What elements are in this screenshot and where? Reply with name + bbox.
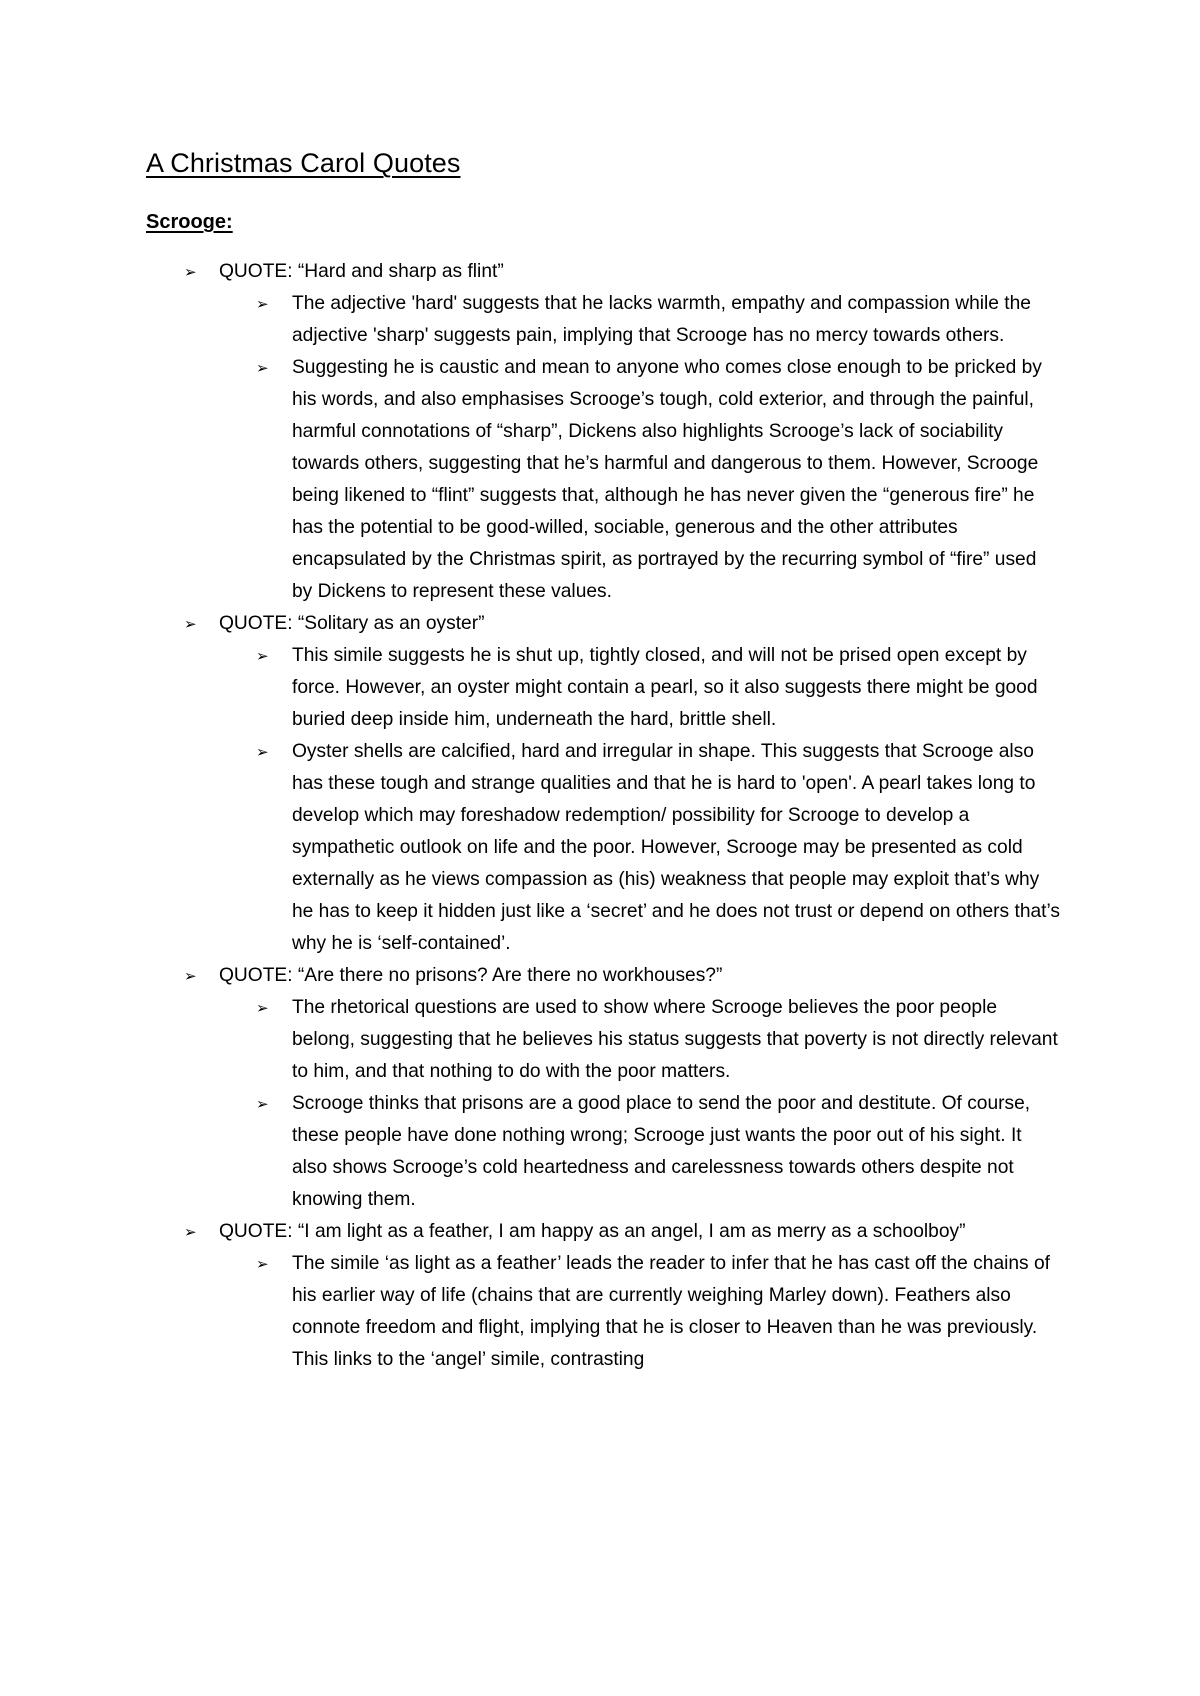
quote-text: QUOTE: “I am light as a feather, I am happy as an angel, I am as merry as a schoolboy” <box>219 1221 966 1242</box>
quote-item <box>0 960 1200 1216</box>
analysis-point <box>219 1088 1200 1216</box>
quote-text: QUOTE: “Solitary as an oyster” <box>219 613 485 634</box>
arrow-bullet-icon: ➢ <box>184 1224 197 1241</box>
analysis-point <box>219 1248 1200 1376</box>
analysis-text: This simile suggests he is shut up, tightly closed, and will not be prised open except by force. However, an oyster might contain a pearl, so it also suggests there might be good buried deep inside him, underneath the hard, brittle shell. <box>292 645 1038 730</box>
section-heading-scrooge: Scrooge: <box>146 211 233 233</box>
quote-list <box>0 256 1200 1376</box>
analysis-list <box>219 1248 1200 1376</box>
analysis-list <box>219 288 1200 608</box>
arrow-bullet-icon: ➢ <box>184 968 197 985</box>
analysis-text: The adjective 'hard' suggests that he lacks warmth, empathy and compassion while the adjective 'sharp' suggests pain, implying that Scrooge has no mercy towards others. <box>292 293 1031 346</box>
analysis-point <box>219 736 1200 960</box>
analysis-text: The simile ‘as light as a feather’ leads the reader to infer that he has cast off the chains of his earlier way of life (chains that are currently weighing Marley down). Feathers also connote freedom and flight, implying that he is closer to Heaven than he was previously. This links to the ‘angel’ simile, contrasting <box>292 1253 1050 1370</box>
document-title: A Christmas Carol Quotes <box>146 148 461 178</box>
quote-text: QUOTE: “Hard and sharp as flint” <box>219 261 504 282</box>
quote-item <box>0 608 1200 960</box>
arrow-bullet-icon: ➢ <box>184 616 197 633</box>
arrow-bullet-icon: ➢ <box>184 264 197 281</box>
analysis-text: Suggesting he is caustic and mean to anyone who comes close enough to be pricked by his words, and also emphasises Scrooge’s tough, cold exterior, and through the painful, harmful connotations of “sharp”, Dickens also highlights Scrooge’s lack of sociability towards others, suggesting that he’s harmful and dangerous to them. However, Scrooge being likened to “flint” suggests that, although he has never given the “generous fire” he has the potential to be good-willed, sociable, generous and the other attributes encapsulated by the Christmas spirit, as portrayed by the recurring symbol of “fire” used by Dickens to represent these values. <box>292 357 1042 602</box>
analysis-point <box>219 992 1200 1088</box>
arrow-bullet-icon: ➢ <box>256 1000 269 1017</box>
arrow-bullet-icon: ➢ <box>256 296 269 313</box>
arrow-bullet-icon: ➢ <box>256 648 269 665</box>
analysis-list <box>219 640 1200 960</box>
analysis-list <box>219 992 1200 1216</box>
quote-item <box>0 1216 1200 1376</box>
analysis-text: The rhetorical questions are used to show where Scrooge believes the poor people belong, suggesting that he believes his status suggests that poverty is not directly relevant to him, and that nothing to do with the poor matters. <box>292 997 1058 1082</box>
quote-item <box>0 256 1200 608</box>
quote-text: QUOTE: “Are there no prisons? Are there no workhouses?” <box>219 965 723 986</box>
analysis-point <box>219 640 1200 736</box>
analysis-point <box>219 352 1200 608</box>
arrow-bullet-icon: ➢ <box>256 1256 269 1273</box>
arrow-bullet-icon: ➢ <box>256 744 269 761</box>
arrow-bullet-icon: ➢ <box>256 1096 269 1113</box>
arrow-bullet-icon: ➢ <box>256 360 269 377</box>
analysis-text: Oyster shells are calcified, hard and irregular in shape. This suggests that Scrooge also has these tough and strange qualities and that he is hard to 'open'. A pearl takes long to develop which may foreshadow redemption/ possibility for Scrooge to develop a sympathetic outlook on life and the poor. However, Scrooge may be presented as cold externally as he views compassion as (his) weakness that people may exploit that’s why he has to keep it hidden just like a ‘secret’ and he does not trust or depend on others that’s why he is ‘self-contained’. <box>292 741 1060 954</box>
analysis-point <box>219 288 1200 352</box>
analysis-text: Scrooge thinks that prisons are a good place to send the poor and destitute. Of course, these people have done nothing wrong; Scrooge just wants the poor out of his sight. It also shows Scrooge’s cold heartedness and carelessness towards others despite not knowing them. <box>292 1093 1031 1210</box>
